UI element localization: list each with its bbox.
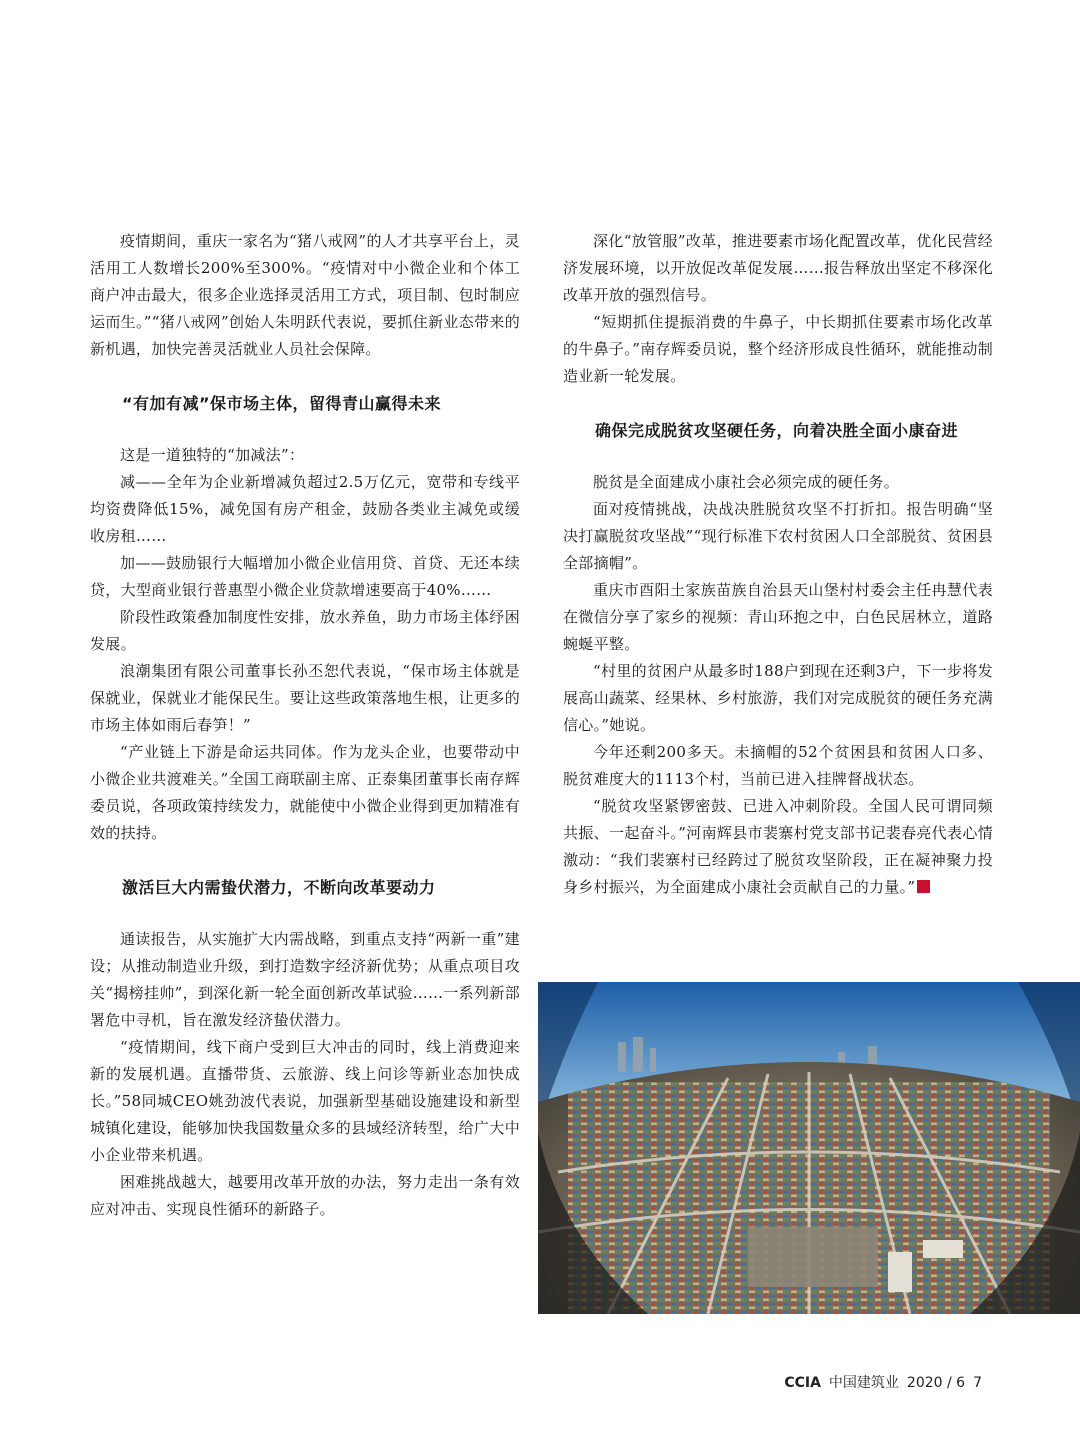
page-number: 7	[973, 1375, 982, 1391]
paragraph: 浪潮集团有限公司董事长孙丕恕代表说，“保市场主体就是保就业，保就业才能保民生。要让这些政策落地生根，让更多的市场主体如雨后春笋！”	[90, 662, 520, 734]
paragraph: “村里的贫困户从最多时188户到现在还剩3户，下一步将发展高山蔬菜、经果林、乡村旅游，我们对完成脱贫的硬任务充满信心。”她说。	[563, 662, 993, 734]
paragraph: 面对疫情挑战，决战决胜脱贫攻坚不打折扣。报告明确“坚决打赢脱贫攻坚战”“现行标准下农村贫困人口全部脱贫、贫困县全部摘帽”。	[563, 500, 993, 572]
paragraph: 这是一道独特的“加减法”：	[120, 446, 305, 464]
right-column	[563, 228, 993, 901]
end-of-article-icon	[917, 880, 930, 893]
paragraph-text: “脱贫攻坚紧锣密鼓、已进入冲刺阶段。全国人民可谓同频共振、一起奋斗。”河南辉县市裴寨村党支部书记裴春亮代表心情激动：“我们裴寨村已经跨过了脱贫攻坚阶段，正在凝神聚力投身乡村振兴，为全面建成小康社会贡献自己的力量。”	[563, 797, 993, 896]
paragraph: “疫情期间，线下商户受到巨大冲击的同时，线上消费迎来新的发展机遇。直播带货、云旅游、线上问诊等新业态加快成长。”58同城CEO姚劲波代表说，加强新型基础设施建设和新型城镇化建设，能够加快我国数量众多的县域经济转型，给广大中小企业带来机遇。	[90, 1038, 520, 1164]
paragraph: 今年还剩200多天。未摘帽的52个贫困县和贫困人口多、脱贫难度大的1113个村，当前已进入挂牌督战状态。	[563, 743, 993, 788]
section-heading: 激活巨大内需蛰伏潜力，不断向改革要动力	[122, 878, 436, 897]
brand-label: CCIA	[784, 1375, 821, 1391]
paragraph: 困难挑战越大，越要用改革开放的办法，努力走出一条有效应对冲击、实现良性循环的新路子。	[90, 1173, 520, 1218]
magazine-name: 中国建筑业	[828, 1375, 899, 1391]
paragraph: 阶段性政策叠加制度性安排，放水养鱼，助力市场主体纾困发展。	[90, 608, 520, 653]
paragraph: 疫情期间，重庆一家名为“猪八戒网”的人才共享平台上，灵活用工人数增长200%至300%。“疫情对中小微企业和个体工商户冲击最大，很多企业选择灵活用工方式，项目制、包时制应运而生。”“猪八戒网”创始人朱明跃代表说，要抓住新业态带来的新机遇，加快完善灵活就业人员社会保障。	[90, 232, 520, 358]
paragraph: 通读报告，从实施扩大内需战略，到重点支持“两新一重”建设；从推动制造业升级，到打造数字经济新优势；从重点项目攻关“揭榜挂帅”，到深化新一轮全面创新改革试验……一系列新部署危中寻机，旨在激发经济蛰伏潜力。	[90, 930, 520, 1029]
section-heading: 确保完成脱贫攻坚硬任务，向着决胜全面小康奋进	[595, 421, 959, 440]
paragraph: “短期抓住提振消费的牛鼻子，中长期抓住要素市场化改革的牛鼻子。”南存辉委员说，整个经济形成良性循环，就能推动制造业新一轮发展。	[563, 313, 993, 385]
page-footer	[784, 1372, 982, 1392]
paragraph: 深化“放管服”改革，推进要素市场化配置改革，优化民营经济发展环境，以开放促改革促发展……报告释放出坚定不移深化改革开放的强烈信号。	[563, 232, 993, 304]
paragraph: 减——全年为企业新增减负超过2.5万亿元，宽带和专线平均资费降低15%，减免国有房产租金，鼓励各类业主减免或缓收房租……	[90, 473, 520, 545]
paragraph: 重庆市酉阳土家族苗族自治县天山堡村村委会主任冉慧代表在微信分享了家乡的视频：青山环抱之中，白色民居林立，道路蜿蜒平整。	[563, 581, 993, 653]
left-column	[90, 228, 520, 1223]
paragraph: 脱贫是全面建成小康社会必须完成的硬任务。	[593, 473, 900, 491]
paragraph-with-end-mark	[563, 793, 993, 901]
issue-label: 2020 / 6	[906, 1375, 966, 1391]
paragraph: “产业链上下游是命运共同体。作为龙头企业，也要带动中小微企业共渡难关。”全国工商联副主席、正泰集团董事长南存辉委员说，各项政策持续发力，就能使中小微企业得到更加精准有效的扶持。	[90, 743, 520, 842]
section-heading: “有加有减”保市场主体，留得青山赢得未来	[122, 394, 442, 413]
paragraph: 加——鼓励银行大幅增加小微企业信用贷、首贷、无还本续贷，大型商业银行普惠型小微企业贷款增速要高于40%……	[90, 554, 520, 599]
aerial-port-photo	[538, 982, 1080, 1314]
